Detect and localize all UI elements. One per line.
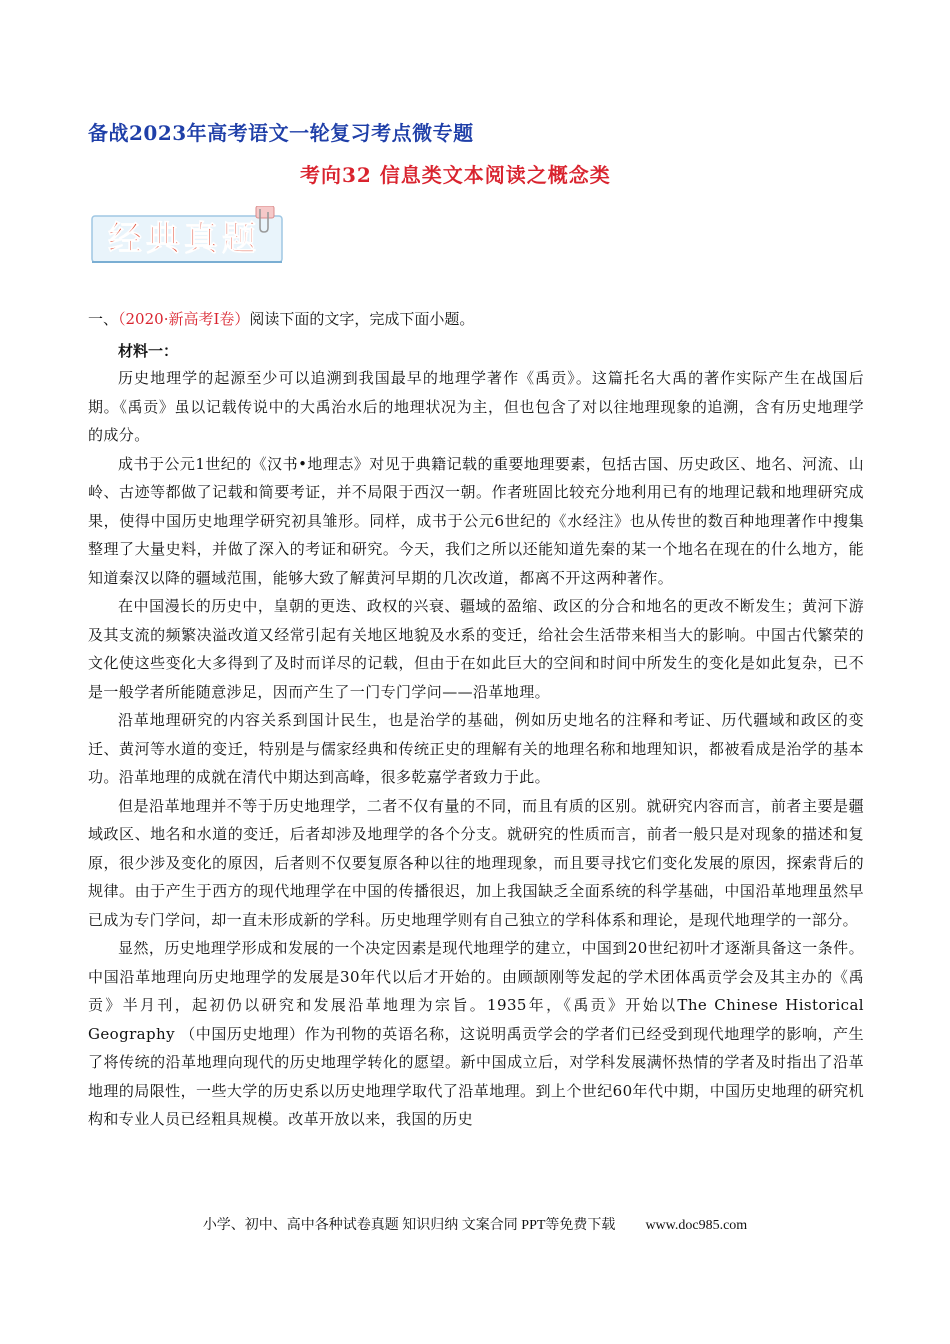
footer-link[interactable]: www.doc985.com <box>645 1218 748 1233</box>
paragraph: 在中国漫长的历史中，皇朝的更迭、政权的兴衰、疆域的盈缩、政区的分合和地名的更改不断发生；黄河下游及其支流的频繁决溢改道又经常引起有关地区地貌及水系的变迁，给社会生活带来相当大的影响。中国古代繁荣的文化使这些变化大多得到了及时而详尽的记载，但由于在如此巨大的空间和时间中所发生的变化是如此复杂，已不是一般学者所能随意涉足，因而产生了一门专门学问——沿革地理。 <box>88 597 864 701</box>
paragraph: 但是沿革地理并不等于历史地理学，二者不仅有量的不同，而且有质的区别。就研究内容而言，前者主要是疆域政区、地名和水道的变迁，后者却涉及地理学的各个分支。就研究的性质而言，前者一般只是对现象的描述和复原，很少涉及变化的原因，后者则不仅要复原各种以往的地理现象，而且要寻找它们变化发展的原因，探索背后的规律。由于产生于西方的现代地理学在中国的传播很迟，加上我国缺乏全面系统的科学基础，中国沿革地理虽然早已成为专门学问，却一直未形成新的学科。历史地理学则有自己独立的学科体系和理论，是现代地理学的一部分。 <box>88 796 864 929</box>
paragraph: 成书于公元1世纪的《汉书•地理志》对见于典籍记载的重要地理要素，包括古国、历史政区、地名、河流、山岭、古迹等都做了记载和简要考证，并不局限于西汉一朝。作者班固比较充分地利用已有的地理记载和地理研究成果，使得中国历史地理学研究初具雏形。同样，成书于公元6世纪的《水经注》也从传世的数百种地理著作中搜集整理了大量史料，并做了深入的考证和研究。今天，我们之所以还能知道先秦的某一个地名在现在的什么地方，能知道秦汉以降的疆域范围，能够大致了解黄河早期的几次改道，都离不开这两种著作。 <box>88 454 864 587</box>
footer-text: 小学、初中、高中各种试卷真题 知识归纳 文案合同 PPT等免费下载 <box>202 1218 616 1233</box>
paragraph: 沿革地理研究的内容关系到国计民生，也是治学的基础，例如历史地名的注释和考证、历代疆域和政区的变迁、黄河等水道的变迁，特别是与儒家经典和传统正史的理解有关的地理名称和地理知识，都被看成是治学的基本功。沿革地理的成就在清代中期达到高峰，很多乾嘉学者致力于此。 <box>88 711 864 786</box>
banner-label: 经典真题 <box>108 219 260 259</box>
classic-questions-banner <box>88 206 290 266</box>
material-label: 材料一： <box>118 342 179 360</box>
topic-title: 考向32 信息类文本阅读之概念类 <box>300 163 611 187</box>
paragraph: 历史地理学的起源至少可以追溯到我国最早的地理学著作《禹贡》。这篇托名大禹的著作实际产生在战国后期。《禹贡》虽以记载传说中的大禹治水后的地理状况为主，但也包含了对以往地理现象的追溯，含有历史地理学的成分。 <box>88 369 864 444</box>
question-instruction: 阅读下面的文字，完成下面小题。 <box>249 310 475 328</box>
series-title: 备战2023年高考语文一轮复习考点微专题 <box>88 121 474 145</box>
page-footer <box>0 1214 950 1234</box>
question-source: （2020·新高考Ⅰ卷） <box>118 310 250 328</box>
question-line <box>88 308 474 329</box>
paragraph: 显然，历史地理学形成和发展的一个决定因素是现代地理学的建立，中国到20世纪初叶才逐渐具备这一条件。中国沿革地理向历史地理学的发展是30年代以后才开始的。由顾颉刚等发起的学术团体禹贡学会及其主办的《禹贡》半月刊，起初仍以研究和发展沿革地理为宗旨。1935年，《禹贡》开始以The Chinese Historical Geography （中国历史地理）作为刊物的英语名称，这说明禹贡学会的学者们已经受到现代地理学的影响，产生了将传统的沿革地理向现代的历史地理学转化的愿望。新中国成立后，对学科发展满怀热情的学者及时指出了沿革地理的局限性，一些大学的历史系以历史地理学取代了沿革地理。到上个世纪60年代中期，中国历史地理的研究机构和专业人员已经粗具规模。改革开放以来，我国的历史 <box>88 939 864 1128</box>
question-number: 一、 <box>88 310 119 328</box>
reading-passage <box>88 364 864 1134</box>
